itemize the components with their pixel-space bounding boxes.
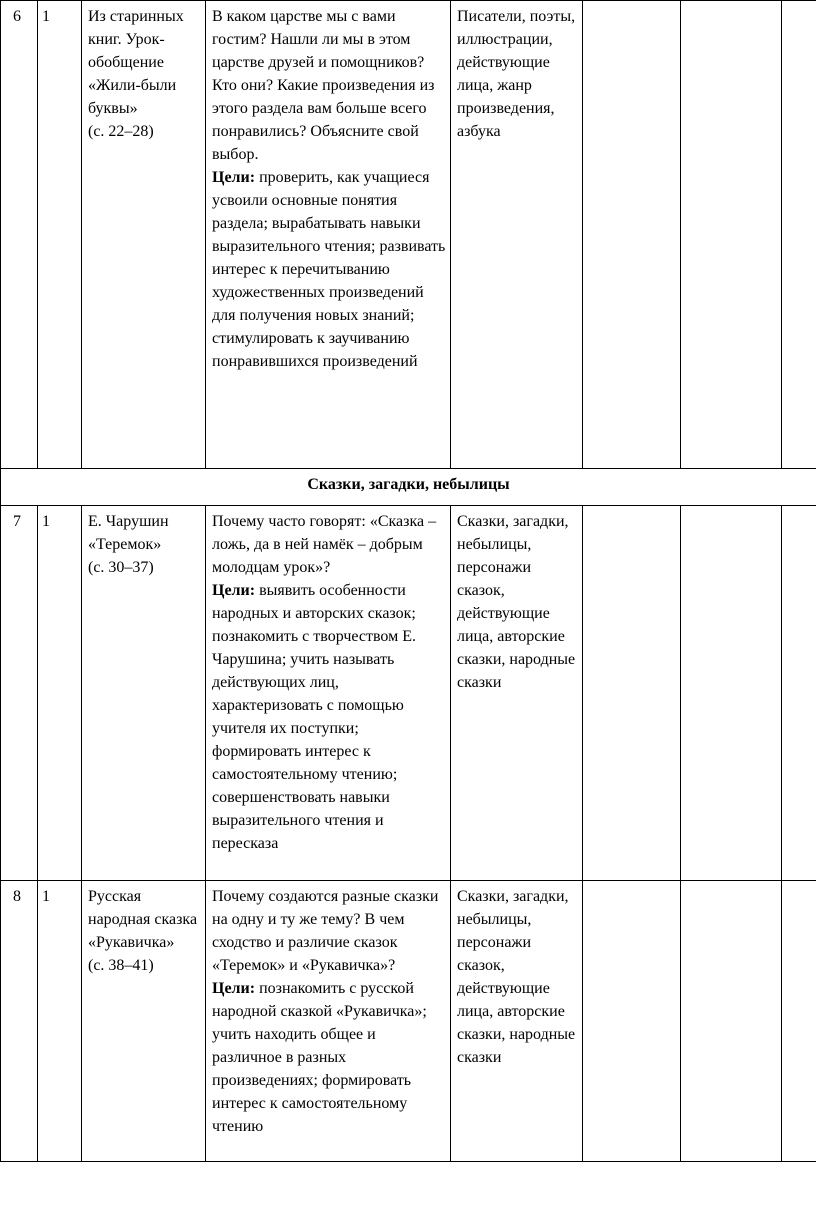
section-title: Сказки, загадки, небылицы bbox=[1, 469, 816, 506]
lesson-hours: 1 bbox=[38, 1, 82, 469]
lesson-goals: выявить особенности народных и авторских сказок; познакомить с творчеством Е. Чарушина; учить называть действующих лиц, характеризовать с помощью учителя их поступки; формировать интерес к самостоятельному чтению; совершенствовать навыки выразительного чтения и пересказа bbox=[212, 582, 416, 852]
empty-cell bbox=[583, 881, 681, 1162]
empty-cell bbox=[681, 1, 782, 469]
goals-label: Цели: bbox=[212, 980, 256, 997]
lesson-hours: 1 bbox=[38, 506, 82, 881]
lesson-questions-cell bbox=[206, 1, 451, 469]
lesson-goals: проверить, как учащиеся усвоили основные понятия раздела; вырабатывать навыки выразительного чтения; развивать интерес к перечитыванию художественных произведений для получения новых знаний; стимулировать к заучиванию понравившихся произведений bbox=[212, 169, 446, 370]
lesson-questions: В каком царстве мы с вами гостим? Нашли ли мы в этом царстве друзей и помощников? Кто они? Какие произведения из этого раздела вам больше всего понравились? Объясните свой выбор. bbox=[212, 8, 435, 163]
lesson-number: 8 bbox=[1, 881, 38, 1162]
table-row bbox=[1, 1, 816, 469]
lesson-questions-cell bbox=[206, 506, 451, 881]
lesson-topic: Е. Чарушин «Теремок» (с. 30–37) bbox=[82, 506, 206, 881]
empty-cell bbox=[782, 1, 816, 469]
lesson-questions: Почему часто говорят: «Сказка – ложь, да в ней намёк – добрым молодцам урок»? bbox=[212, 513, 437, 576]
empty-cell bbox=[782, 881, 816, 1162]
lesson-goals: познакомить с русской народной сказкой «Рукавичка»; учить находить общее и различное в разных произведениях; формировать интерес к самостоятельному чтению bbox=[212, 980, 427, 1135]
lesson-hours: 1 bbox=[38, 881, 82, 1162]
goals-label: Цели: bbox=[212, 169, 256, 186]
empty-cell bbox=[583, 506, 681, 881]
lesson-topic: Русская народная сказка «Рукавичка» (с. 38–41) bbox=[82, 881, 206, 1162]
lesson-number: 6 bbox=[1, 1, 38, 469]
table-row bbox=[1, 506, 816, 881]
lesson-concepts: Сказки, загадки, небылицы, персонажи сказок, действующие лица, авторские сказки, народные сказки bbox=[451, 506, 583, 881]
lesson-questions-cell bbox=[206, 881, 451, 1162]
lesson-number: 7 bbox=[1, 506, 38, 881]
lesson-questions: Почему создаются разные сказки на одну и ту же тему? В чем сходство и различие сказок «Теремок» и «Рукавичка»? bbox=[212, 888, 439, 974]
empty-cell bbox=[681, 506, 782, 881]
empty-cell bbox=[782, 506, 816, 881]
table-row bbox=[1, 881, 816, 1162]
empty-cell bbox=[681, 881, 782, 1162]
empty-cell bbox=[583, 1, 681, 469]
section-row bbox=[1, 469, 816, 506]
lesson-topic: Из старинных книг. Урок-обобщение «Жили-были буквы» (с. 22–28) bbox=[82, 1, 206, 469]
lesson-concepts: Писатели, поэты, иллюстрации, действующие лица, жанр произведения, азбука bbox=[451, 1, 583, 469]
lesson-concepts: Сказки, загадки, небылицы, персонажи сказок, действующие лица, авторские сказки, народные сказки bbox=[451, 881, 583, 1162]
goals-label: Цели: bbox=[212, 582, 256, 599]
